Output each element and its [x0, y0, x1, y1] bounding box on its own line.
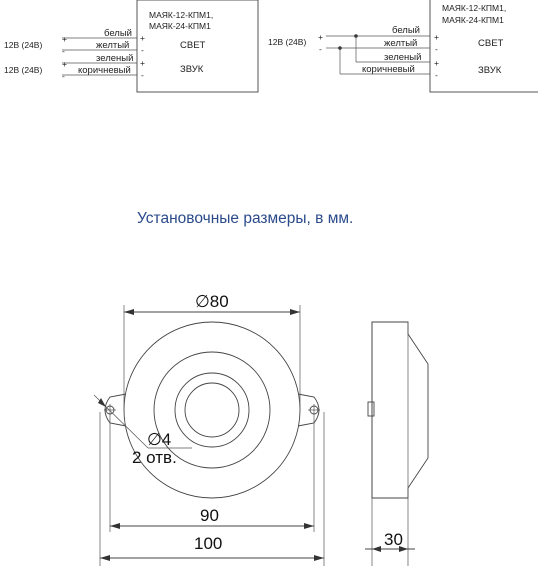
width-arrow-left [100, 555, 110, 561]
spacing-arrow-right [304, 523, 314, 529]
right-wiring-schematic [268, 0, 538, 92]
width-label: 100 [194, 534, 223, 553]
spacing-arrow-left [110, 523, 120, 529]
side-mounting-tab [368, 402, 374, 416]
side-view [365, 322, 428, 566]
housing-outer-circle [124, 322, 300, 498]
diameter-arrow-right [290, 309, 300, 315]
right-wire-label-green: зеленый [384, 52, 422, 63]
hole-leader-arrow [98, 398, 106, 407]
left-polarity-plus-1: + [62, 34, 67, 44]
right-terminal-minus-2: - [435, 70, 438, 80]
left-signal-light: СВЕТ [180, 40, 206, 51]
hole-diameter-label: ∅4 [147, 430, 172, 449]
side-body-outline [372, 322, 428, 498]
right-wire-label-brown: коричневый [362, 64, 415, 75]
right-wire-label-white: белый [392, 25, 420, 36]
left-wire-label-white: белый [104, 28, 132, 39]
section-title: Установочные размеры, в мм. [137, 210, 354, 227]
depth-arrow-left [372, 546, 381, 552]
front-view [94, 292, 324, 566]
diameter-arrow-left [124, 309, 134, 315]
left-terminal-minus-2: - [141, 70, 144, 80]
left-polarity-minus-2: - [62, 71, 65, 81]
left-supply-label-1: 12В (24В) [4, 40, 43, 50]
right-wire-label-yellow: желтый [384, 38, 418, 49]
left-wire-label-green: зеленый [96, 53, 134, 64]
left-polarity-minus-1: - [62, 46, 65, 56]
left-terminal-plus-2: + [140, 58, 145, 68]
left-wire-label-brown: коричневый [78, 65, 131, 76]
left-signal-sound: ЗВУК [180, 64, 204, 75]
left-terminal-plus-1: + [140, 33, 145, 43]
right-polarity-plus: + [318, 32, 323, 42]
lens-inner-circle [185, 383, 239, 437]
right-polarity-minus: - [319, 44, 322, 54]
left-polarity-plus-2: + [62, 59, 67, 69]
left-device-name-2: МАЯК-24-КПМ1 [149, 21, 211, 31]
width-arrow-right [314, 555, 324, 561]
left-wiring-schematic [4, 0, 258, 92]
depth-label: 30 [384, 530, 403, 549]
lens-outer-circle [175, 373, 249, 447]
right-signal-sound: ЗВУК [478, 65, 502, 76]
right-device-name-1: МАЯК-12-КПМ1, [442, 3, 507, 13]
right-device-name-2: МАЯК-24-КПМ1 [442, 15, 504, 25]
right-signal-light: СВЕТ [478, 38, 504, 49]
left-supply-label-2: 12В (24В) [4, 65, 43, 75]
right-terminal-plus-1: + [434, 32, 439, 42]
right-supply-label: 12В (24В) [268, 37, 307, 47]
hole-count-label: 2 отв. [132, 448, 177, 467]
left-terminal-minus-1: - [141, 45, 144, 55]
left-device-name-1: МАЯК-12-КПМ1, [149, 10, 214, 20]
diameter-label: ∅80 [195, 292, 229, 311]
spacing-label: 90 [200, 506, 219, 525]
left-wire-label-yellow: желтый [96, 40, 130, 51]
right-terminal-minus-1: - [435, 44, 438, 54]
right-terminal-plus-2: + [434, 58, 439, 68]
